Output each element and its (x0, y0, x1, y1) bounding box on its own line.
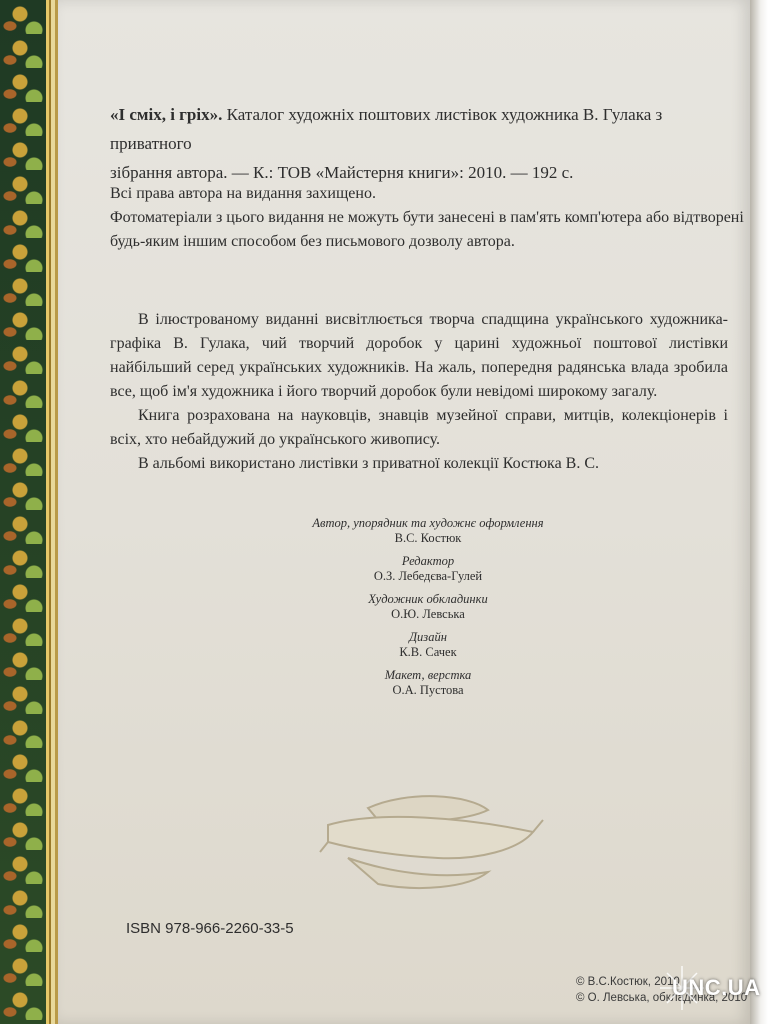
book-page (58, 0, 750, 1024)
credit-role: Редактор (401, 554, 455, 568)
isbn: ISBN 978-966-2260-33-5 (126, 920, 294, 937)
abstract-paragraph: Книга розрахована на науковців, знавців музейної справи, митців, колекціонерів і всіх, хто небайдужий до українського живопису. (110, 407, 728, 448)
watermark-text: UNC.UA (672, 975, 761, 1000)
border-trim (46, 0, 58, 1024)
credits (258, 516, 598, 698)
rights-line: Всі права автора на видання захищено. (110, 185, 376, 202)
abstract (110, 308, 728, 476)
credit-name: О.Ю. Левська (391, 607, 465, 621)
copyright-line: © В.С.Костюк, 2010 (576, 976, 680, 988)
citation-line1: Каталог художніх поштових листівок художника В. Гулака з приватного (110, 105, 663, 153)
credit-name: К.В. Сачек (399, 645, 457, 659)
book-title: «І сміх, і гріх». (110, 105, 223, 124)
decorative-border (0, 0, 46, 1024)
credit-name: В.С. Костюк (394, 531, 462, 545)
rights-notice (110, 182, 750, 254)
rights-line: Фотоматеріали з цього видання не можуть бути занесені в пам'ять комп'ютера або відтворені (110, 209, 744, 226)
citation-line2: зібрання автора. — К.: ТОВ «Майстерня книги»: 2010. — 192 с. (110, 163, 574, 182)
credit-role: Макет, верстка (384, 668, 472, 682)
credit-name: О.З. Лебедєва-Гулей (373, 569, 483, 583)
credit-name: О.А. Пустова (392, 683, 464, 697)
abstract-paragraph: В альбомі використано листівки з приватної колекції Костюка В. С. (138, 455, 600, 472)
rights-line: будь-яким іншим способом без письмового дозволу автора. (110, 233, 515, 250)
credit-role: Автор, упорядник та художнє оформлення (312, 516, 544, 530)
credit-role: Дизайн (409, 630, 447, 644)
credit-role: Художник обкладинки (368, 592, 488, 606)
abstract-paragraph: В ілюстрованому виданні висвітлюється творча спадщина українського художника-графіка В. Гулака, чий творчий доробок у царині художньої поштової листівки найбільший серед українських художників. На жаль, попередня радянська влада зробила все, щоб ім'я художника і його творчий доробок були невідомі широкому загалу. (110, 311, 728, 400)
copyright-line: © О. Левська, обкладинка, 2010 (576, 992, 748, 1004)
ribbon-ornament (318, 780, 548, 900)
citation (110, 100, 730, 187)
page-edge (750, 0, 768, 1024)
